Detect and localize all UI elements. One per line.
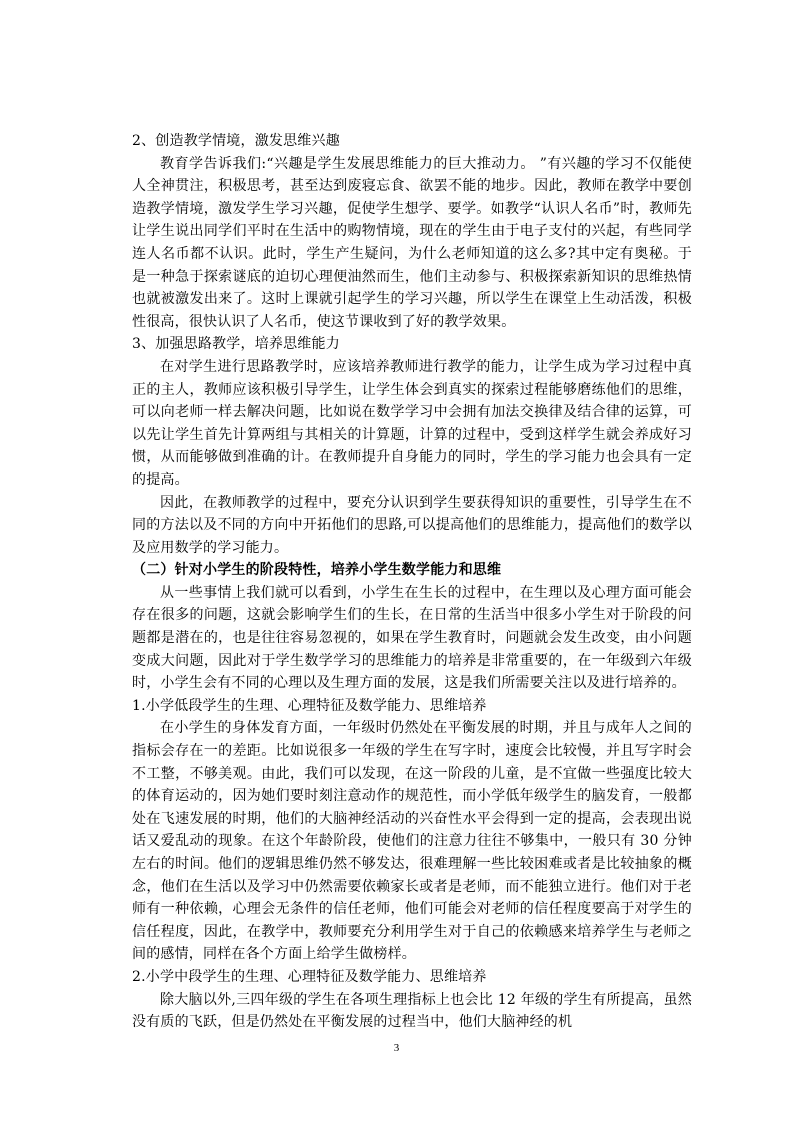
paragraph: 从一些事情上我们就可以看到，小学生在生长的过程中，在生理以及心理方面可能会存在很多的问题，这就会影响学生们的生长，在日常的生活当中很多小学生对于阶段的问题都是潜在的，也是往往容易忽视的，如果在学生教育时，问题就会发生改变，由小问题变成大问题，因此对于学生数学学习的思维能力的培养是非常重要的，在一年级到六年级时，小学生会有不同的心理以及生理方面的发展，这是我们所需要关注以及进行培养的。 (132, 584, 692, 692)
section-heading-part-two: （二）针对小学生的阶段特性，培养小学生数学能力和思维 (132, 562, 502, 579)
paragraph: 教育学告诉我们:“兴趣是学生发展思维能力的巨大推动力。 ”有兴趣的学习不仅能使人全神贯注，积极思考，甚至达到废寝忘食、欲罢不能的地步。因此，教师在教学中要创造教学情境，激发学生学习兴趣，促使学生想学、要学。如教学“认识人名币”时，教师先让学生说出同学们平时在生活中的购物情境，现在的学生由于电子支付的兴起，有些同学连人名币都不认识。此时，学生产生疑问，为什么老师知道的这么多?其中定有奥秘。于是一种急于探索谜底的迫切心理便油然而生，他们主动参与、积极探索新知识的思维热情也就被激发出来了。这时上课就引起学生的学习兴趣，所以学生在课堂上生动活泼，积极性很高，很快认识了人名币，使这节课收到了好的教学效果。 (132, 155, 692, 330)
paragraph: 因此，在教师教学的过程中，要充分认识到学生要获得知识的重要性，引导学生在不同的方法以及不同的方向中开拓他们的思路,可以提高他们的思维能力，提高他们的数学以及应用数学的学习能力。 (132, 494, 692, 556)
body-text (132, 130, 692, 1034)
section-heading-2: 2、创造教学情境，激发思维兴趣 (132, 133, 340, 149)
page-number: 3 (393, 1042, 400, 1054)
paragraph: 在对学生进行思路教学时，应该培养教师进行教学的能力，让学生成为学习过程中真正的主人，教师应该积极引导学生，让学生体会到真实的探索过程能够磨练他们的思维，可以向老师一样去解决问题，比如说在数学学习中会拥有加法交换律及结合律的运算，可以先让学生首先计算两组与其相关的计算题，计算的过程中，受到这样学生就会养成好习惯，从而能够做到准确的计。在教师提升自身能力的同时，学生的学习能力也会具有一定的提高。 (132, 358, 692, 488)
subsection-heading-2: 2.小学中段学生的生理、心理特征及数学能力、思维培养 (132, 968, 487, 985)
paragraph: 在小学生的身体发育方面，一年级时仍然处在平衡发展的时期，并且与成年人之间的指标会存在一的差距。比如说很多一年级的学生在写字时，速度会比较慢，并且写字时会不工整，不够美观。由此，我们可以发现，在这一阶段的儿童，是不宜做一些强度比较大的体育运动的，因为她们要时刻注意动作的规范性，而小学低年级学生的脑发育，一般都处在飞速发展的时期，他们的大脑神经活动的兴奋性水平会得到一定的提高，会表现出说话又爱乱动的现象。在这个年龄阶段，使他们的注意力往往不够集中，一般只有 30 分钟左右的时间。他们的逻辑思维仍然不够发达，很难理解一些比较困难或者是比较抽象的概念，他们在生活以及学习中仍然需要依赖家长或者是老师，而不能独立进行。他们对于老师有一种依赖，心理会无条件的信任老师，他们可能会对老师的信任程度要高于对学生的信任程度，因此，在教学中，教师要充分利用学生对于自己的依赖感来培养学生与老师之间的感情，同样在各个方面上给学生做榜样。 (132, 720, 692, 963)
paragraph: 除大脑以外,三四年级的学生在各项生理指标上也会比 12 年级的学生有所提高，虽然没有质的飞跃，但是仍然处在平衡发展的过程当中，他们大脑神经的机 (132, 991, 692, 1031)
section-heading-3: 3、加强思路教学，培养思维能力 (132, 336, 340, 353)
subsection-heading-1: 1.小学低段学生的生理、心理特征及数学能力、思维培养 (132, 697, 487, 714)
